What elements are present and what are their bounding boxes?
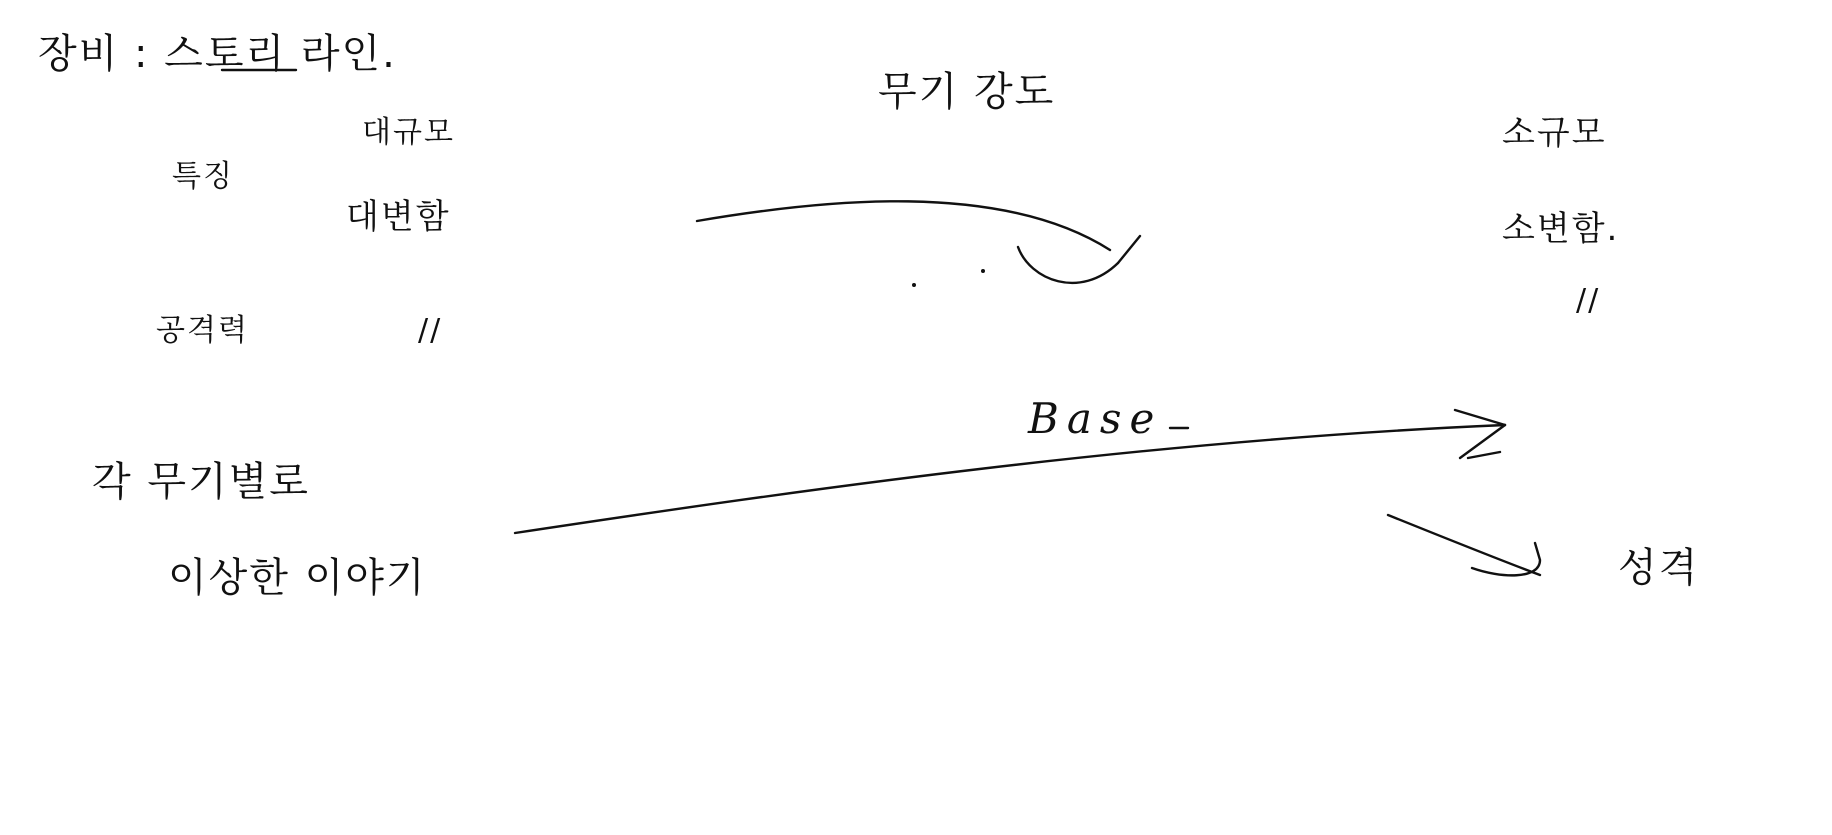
base-arrow-head-lower — [1460, 425, 1505, 458]
right-item-2: 소변함. — [1502, 209, 1620, 249]
dot-2 — [981, 269, 985, 273]
left-item-2: 대변함 — [346, 197, 451, 237]
right-item-1: 소규모 — [1502, 113, 1607, 153]
dot-1 — [912, 283, 916, 287]
bottom-left-line-2: 이상한 이야기 — [168, 555, 427, 601]
bottom-left-line-1: 각 무기별로 — [92, 459, 310, 505]
left-title: 장비 : 스토리 라인. — [38, 31, 397, 77]
top-curved-arrow — [697, 201, 1110, 250]
top-middle-title: 무기 강도 — [878, 69, 1056, 115]
middle-arrow-label: Base — [1028, 394, 1163, 443]
top-curved-arrow-hook — [1018, 247, 1118, 283]
left-branch-label: 특징 — [172, 159, 234, 194]
base-arrow-line — [515, 425, 1505, 533]
left-ditto: // — [418, 313, 443, 348]
base-arrow-head-upper — [1455, 410, 1505, 425]
bottom-right-arrow — [1388, 515, 1540, 575]
left-item-3: 공격력 — [156, 313, 249, 348]
right-ditto: // — [1576, 283, 1601, 318]
top-curved-arrow-head — [1118, 236, 1140, 263]
bottom-right-label: 성격 — [1618, 545, 1700, 591]
left-item-1: 대규모 — [362, 115, 455, 150]
